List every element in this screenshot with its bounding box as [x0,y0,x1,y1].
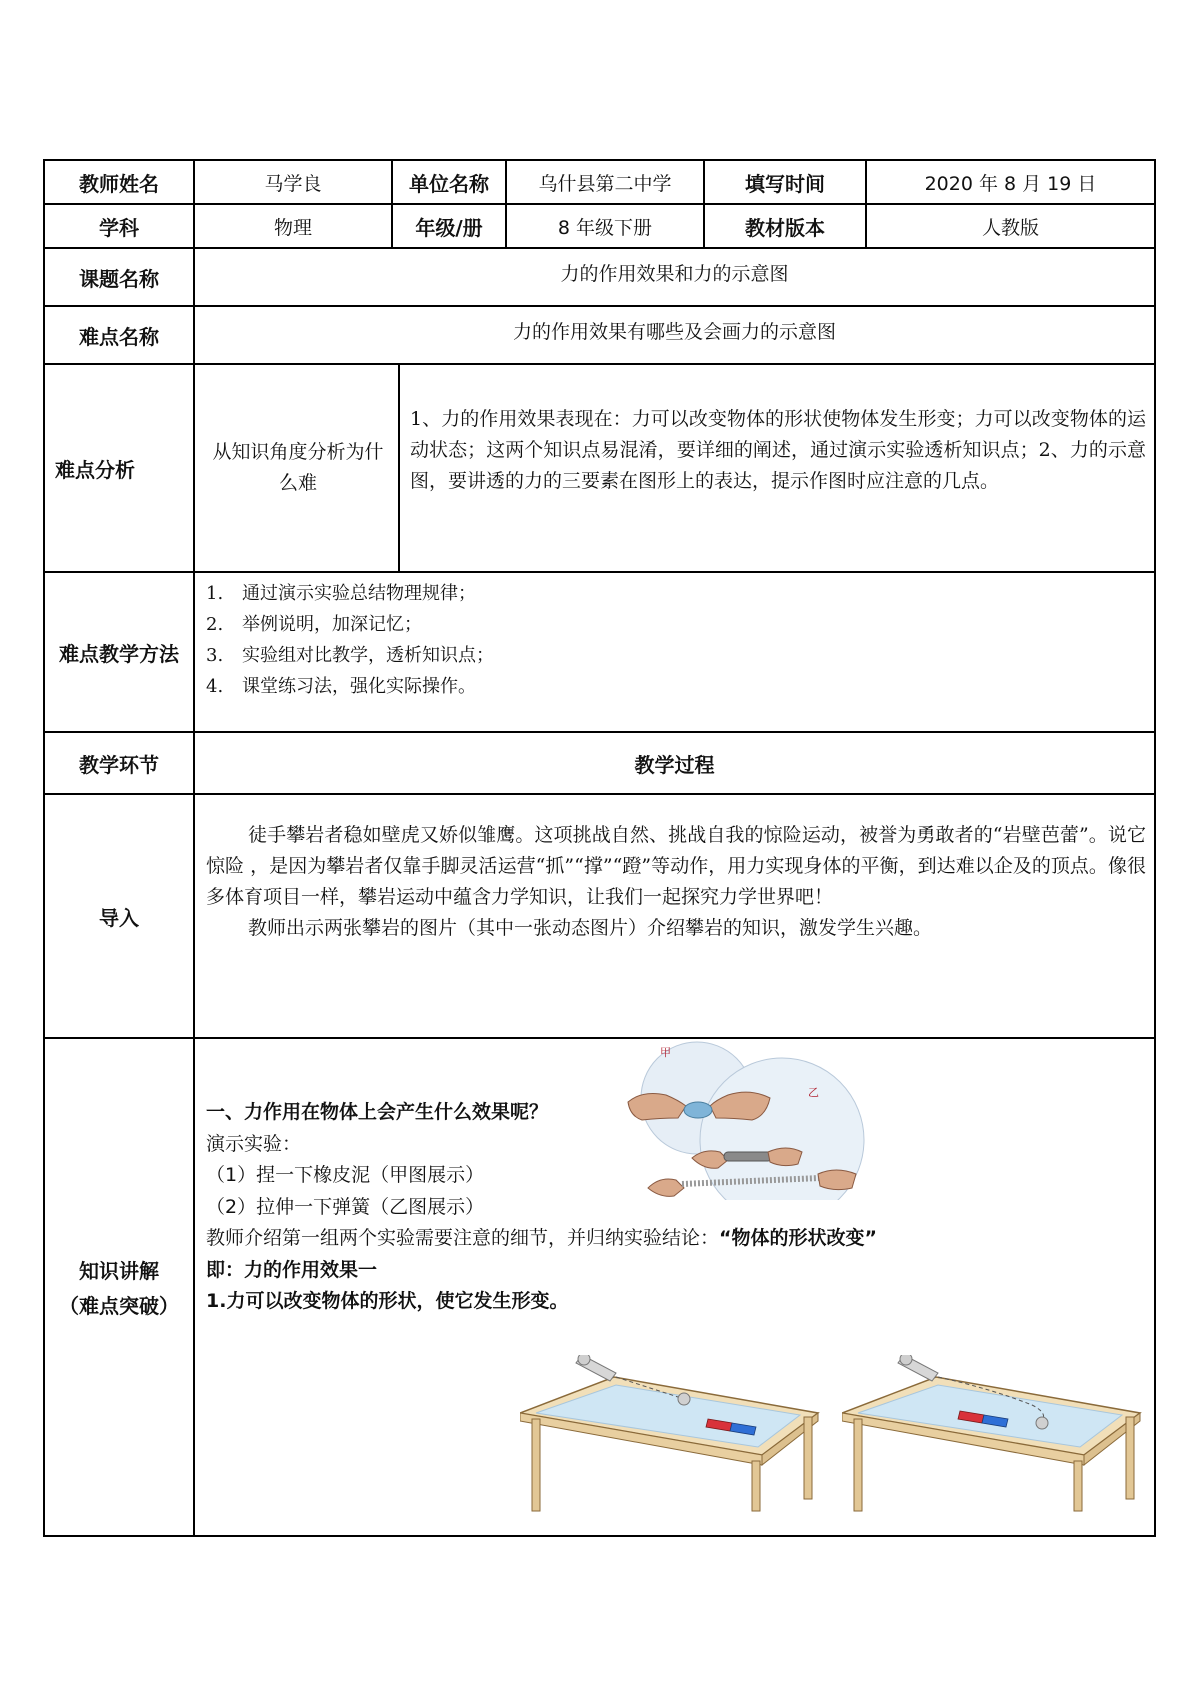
force-point-1: 1.力可以改变物体的形状，使它发生形变。 [206,1290,569,1312]
grade-value: 8 年级下册 [557,216,653,239]
ball-start [578,1355,590,1365]
process-label: 教学环节 [79,752,159,777]
unit-name-value: 乌什县第二中学 [538,172,672,195]
methods-list [206,578,1146,702]
conclusion-line: 教师介绍第一组两个实验需要注意的细节，并归纳实验结论：“物体的形状改变” [206,1227,877,1249]
analysis-text: 1、力的作用效果表现在：力可以改变物体的形状使物体发生形变；力可以改变物体的运动状态；这两个知识点易混淆，要详细的阐述，通过演示实验透析知识点；2、力的示意图，要讲透的力的三要素在图形上的表达，提示作图时应注意的几点。 [410,408,1146,492]
topic-label: 课题名称 [79,266,159,291]
intro-paragraph: 徒手攀岩者稳如壁虎又娇似雏鹰。这项挑战自然、挑战自我的惊险运动，被誉为勇敢者的“岩壁芭蕾”。说它惊险 ，是因为攀岩者仅靠手脚灵活运营“抓”“撑”“蹬”等动作，用力实现身体的平衡，到达难以企及的顶点。像很多体育项目一样，攀岩运动中蕴含力学知识，让我们一起探究力学世界吧！ [206,824,1146,908]
analysis-label: 难点分析 [55,457,135,482]
fill-date-label: 填写时间 [745,171,825,196]
experiment-2: （2）拉伸一下弹簧（乙图展示） [206,1195,485,1218]
table-leg [1074,1461,1082,1511]
spring-hand-right-1 [768,1148,802,1166]
deformation-figure [620,1040,880,1200]
ball-table-figure-right [842,1355,1142,1513]
spring-hand-right-2 [818,1170,856,1190]
table-leg [1126,1417,1134,1499]
knowledge-label-line2: （难点突破） [59,1294,179,1318]
difficulty-value: 力的作用效果有哪些及会画力的示意图 [512,320,836,343]
grade-label: 年级/册 [415,215,483,240]
ball-start [900,1355,912,1365]
list-item: 1. 通过演示实验总结物理规律； [206,583,476,604]
list-item: 2. 举例说明，加深记忆； [206,614,422,635]
experiment-1: （1）捏一下橡皮泥（甲图展示） [206,1164,485,1186]
conclusion-text: “物体的形状改变” [719,1227,877,1249]
methods-label: 难点教学方法 [59,641,179,666]
figure-yi-label: 乙 [808,1086,819,1099]
fill-date-value: 2020 年 8 月 19 日 [924,172,1097,195]
figure-jia-label: 甲 [660,1046,671,1059]
ball-end [1036,1417,1048,1429]
edition-label: 教材版本 [745,215,825,240]
table-leg [532,1419,540,1511]
analysis-sub-label: 从知识角度分析为什么难 [212,441,384,494]
edition-value: 人教版 [981,216,1039,239]
unit-name-label: 单位名称 [409,171,489,196]
process-value: 教学过程 [634,752,715,777]
subject-value: 物理 [273,216,312,239]
table-leg [804,1417,812,1499]
intro-paragraph-2: 教师出示两张攀岩的图片（其中一张动态图片）介绍攀岩的知识，激发学生兴趣。 [248,917,933,939]
table-leg [854,1419,862,1511]
knowledge-label [45,1039,193,1535]
knowledge-label-line1: 知识讲解 [79,1259,159,1283]
knowledge-heading: 一、力作用在物体上会产生什么效果呢？ [206,1101,549,1123]
intro-content [206,820,1146,944]
table-leg [752,1461,760,1511]
clay [684,1102,712,1118]
ball-end [678,1393,690,1405]
spring-hand-left-2 [648,1179,684,1196]
difficulty-label: 难点名称 [79,324,159,349]
subject-label: 学科 [99,215,139,240]
teacher-name-label: 教师姓名 [79,171,159,196]
teacher-name-value: 马学良 [264,172,322,195]
topic-value: 力的作用效果和力的示意图 [560,262,789,285]
demo-label: 演示实验： [206,1132,302,1155]
spring-1 [724,1152,772,1161]
list-item: 4. 课堂练习法，强化实际操作。 [206,676,476,697]
list-item: 3. 实验组对比教学，透析知识点； [206,645,494,666]
ball-table-figure-left [520,1355,820,1513]
effect-one: 即：力的作用效果一 [206,1258,378,1281]
intro-label: 导入 [99,905,139,930]
